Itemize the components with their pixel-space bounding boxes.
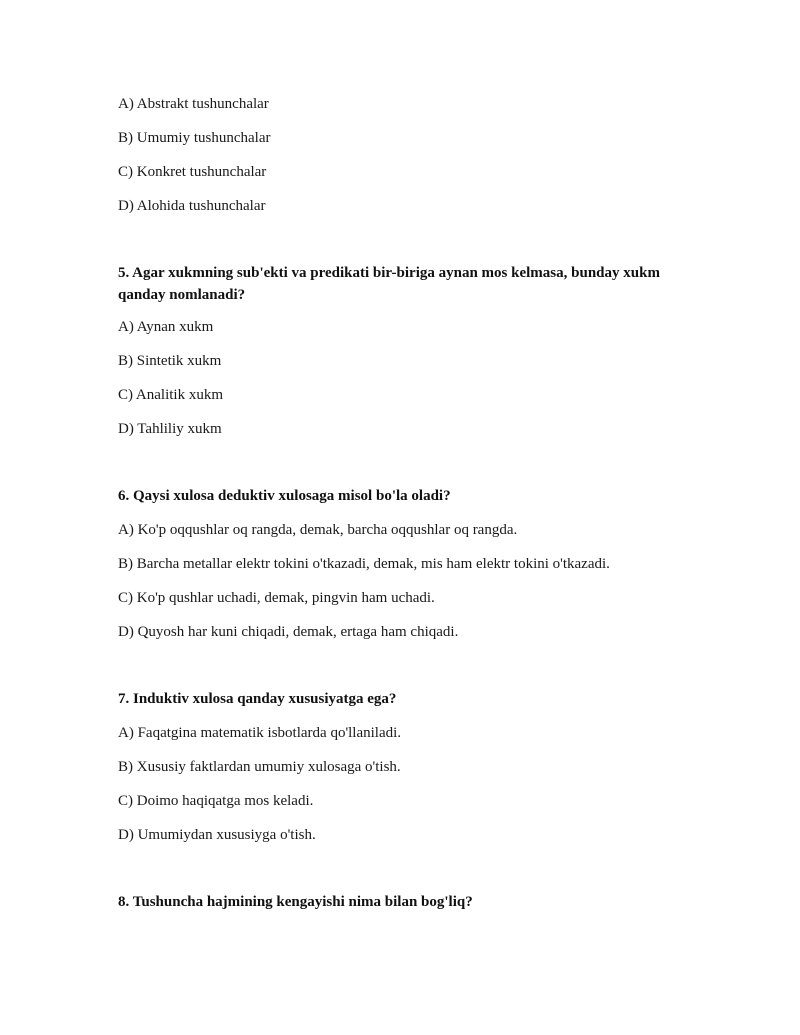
question-7-option-d: D) Umumiydan xususiyga o'tish.: [118, 827, 316, 843]
question-7-option-a: A) Faqatgina matematik isbotlarda qo'llaniladi.: [118, 725, 402, 741]
prev-option-a: A) Abstrakt tushunchalar: [118, 96, 269, 112]
question-6-text: 6. Qaysi xulosa deduktiv xulosaga misol bo'la oladi?: [118, 488, 451, 504]
question-6-option-c: C) Ko'p qushlar uchadi, demak, pingvin ham uchadi.: [118, 590, 435, 606]
question-6-option-b: B) Barcha metallar elektr tokini o'tkazadi, demak, mis ham elektr tokini o'tkazadi.: [118, 556, 610, 572]
question-5-option-a: A) Aynan xukm: [118, 319, 214, 335]
question-7-text: 7. Induktiv xulosa qanday xususiyatga ega?: [118, 691, 397, 707]
question-6-option-a: A) Ko'p oqqushlar oq rangda, demak, barcha oqqushlar oq rangda.: [118, 522, 518, 538]
question-5-option-c: C) Analitik xukm: [118, 387, 223, 403]
prev-option-d: D) Alohida tushunchalar: [118, 198, 266, 214]
prev-option-b: B) Umumiy tushunchalar: [118, 130, 271, 146]
question-8-text: 8. Tushuncha hajmining kengayishi nima bilan bog'liq?: [118, 894, 473, 910]
question-6-option-d: D) Quyosh har kuni chiqadi, demak, ertaga ham chiqadi.: [118, 624, 459, 640]
question-7-option-c: C) Doimo haqiqatga mos keladi.: [118, 793, 314, 809]
question-7-option-b: B) Xususiy faktlardan umumiy xulosaga o'tish.: [118, 759, 401, 775]
question-5-option-b: B) Sintetik xukm: [118, 353, 222, 369]
question-5-option-d: D) Tahliliy xukm: [118, 421, 222, 437]
prev-option-c: C) Konkret tushunchalar: [118, 164, 267, 180]
question-5-text: 5. Agar xukmning sub'ekti va predikati bir-biriga aynan mos kelmasa, bunday xukm qanday nomlanadi?: [118, 265, 660, 303]
